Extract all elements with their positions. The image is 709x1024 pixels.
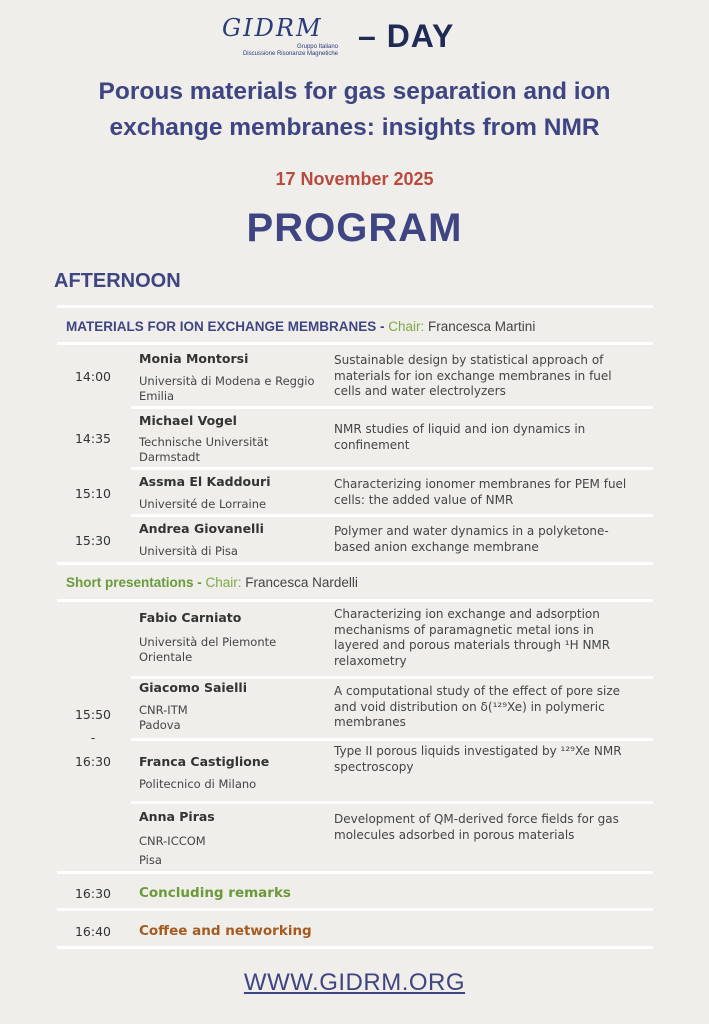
coffee-networking: Coffee and networking [139, 923, 312, 939]
logo-subtitle: Gruppo Italiano Discussione Risonanze Magnetiche [242, 44, 338, 57]
talk-title: Characterizing ion exchange and adsorption mechanisms of paramagnetic metal ions in layered and porous materials through ¹H NMR relaxometry [334, 607, 611, 668]
talk-time: 15:10 [74, 486, 112, 501]
speaker-affiliation: Università di Pisa [139, 544, 238, 558]
session-time-end: 16:30 [74, 754, 112, 769]
speaker-affiliation: Technische Universität Darmstadt [139, 435, 269, 464]
speaker-name: Monia Montorsi [139, 351, 249, 366]
closing-time: 16:40 [74, 924, 112, 939]
talk-title: Type II porous liquids investigated by ¹²⁹Xe NMR spectroscopy [334, 744, 622, 774]
speaker-name: Giacomo Saielli [139, 680, 247, 695]
divider [131, 406, 653, 409]
gidrm-logo [220, 10, 350, 60]
divider [57, 562, 653, 565]
closing-time: 16:30 [74, 886, 112, 901]
divider [57, 599, 653, 602]
session-time-dash: - [90, 730, 96, 745]
talk-time: 14:00 [74, 369, 112, 384]
talk-title: Polymer and water dynamics in a polyketone- based anion exchange membrane [334, 524, 609, 554]
speaker-name: Assma El Kaddouri [139, 474, 271, 489]
session-heading: MATERIALS FOR ION EXCHANGE MEMBRANES - Chair: Francesca Martini [66, 319, 536, 334]
speaker-affiliation: CNR-ITM Padova [139, 703, 188, 732]
divider [57, 908, 653, 911]
divider [131, 801, 653, 804]
divider [131, 467, 653, 470]
talk-title: Sustainable design by statistical approach of materials for ion exchange membranes in fuel cells and water electrolyzers [334, 353, 612, 398]
session-heading: Short presentations - Chair: Francesca Nardelli [66, 575, 358, 590]
speaker-name: Franca Castiglione [139, 754, 270, 769]
event-title: Porous materials for gas separation and ion exchange membranes: insights from NMR [98, 78, 611, 141]
talk-time: 15:30 [74, 533, 112, 548]
divider [57, 871, 653, 874]
speaker-affiliation: Università del Piemonte Orientale [139, 635, 277, 664]
divider [57, 946, 653, 949]
day-label: – DAY [358, 18, 455, 54]
divider [131, 514, 653, 517]
talk-title: A computational study of the effect of pore size and void distribution on δ(¹²⁹Xe) in polymeric membranes [334, 684, 621, 729]
divider [57, 305, 653, 308]
logo-text: GIDRM [222, 14, 323, 42]
afternoon-heading: AFTERNOON [54, 270, 181, 292]
divider [57, 342, 653, 345]
speaker-name: Michael Vogel [139, 413, 237, 428]
speaker-name: Andrea Giovanelli [139, 521, 264, 536]
speaker-affiliation: CNR-ICCOM Pisa [139, 834, 206, 867]
speaker-name: Anna Piras [139, 809, 215, 824]
divider [131, 738, 653, 741]
divider [131, 676, 653, 679]
speaker-name: Fabio Carniato [139, 610, 242, 625]
talk-title: NMR studies of liquid and ion dynamics in confinement [334, 422, 586, 452]
talk-title: Characterizing ionomer membranes for PEM fuel cells: the added value of NMR [334, 477, 627, 507]
talk-time: 14:35 [74, 431, 112, 446]
speaker-affiliation: Università di Modena e Reggio Emilia [139, 374, 315, 403]
speaker-affiliation: Politecnico di Milano [139, 777, 257, 791]
talk-title: Development of QM-derived force fields for gas molecules adsorbed in porous materials [334, 812, 619, 842]
website-link[interactable]: WWW.GIDRM.ORG [243, 969, 466, 996]
speaker-affiliation: Université de Lorraine [139, 497, 267, 511]
event-date: 17 November 2025 [275, 169, 434, 189]
program-heading: PROGRAM [246, 206, 463, 250]
session-time-start: 15:50 [74, 707, 112, 722]
concluding-remarks: Concluding remarks [139, 885, 291, 901]
